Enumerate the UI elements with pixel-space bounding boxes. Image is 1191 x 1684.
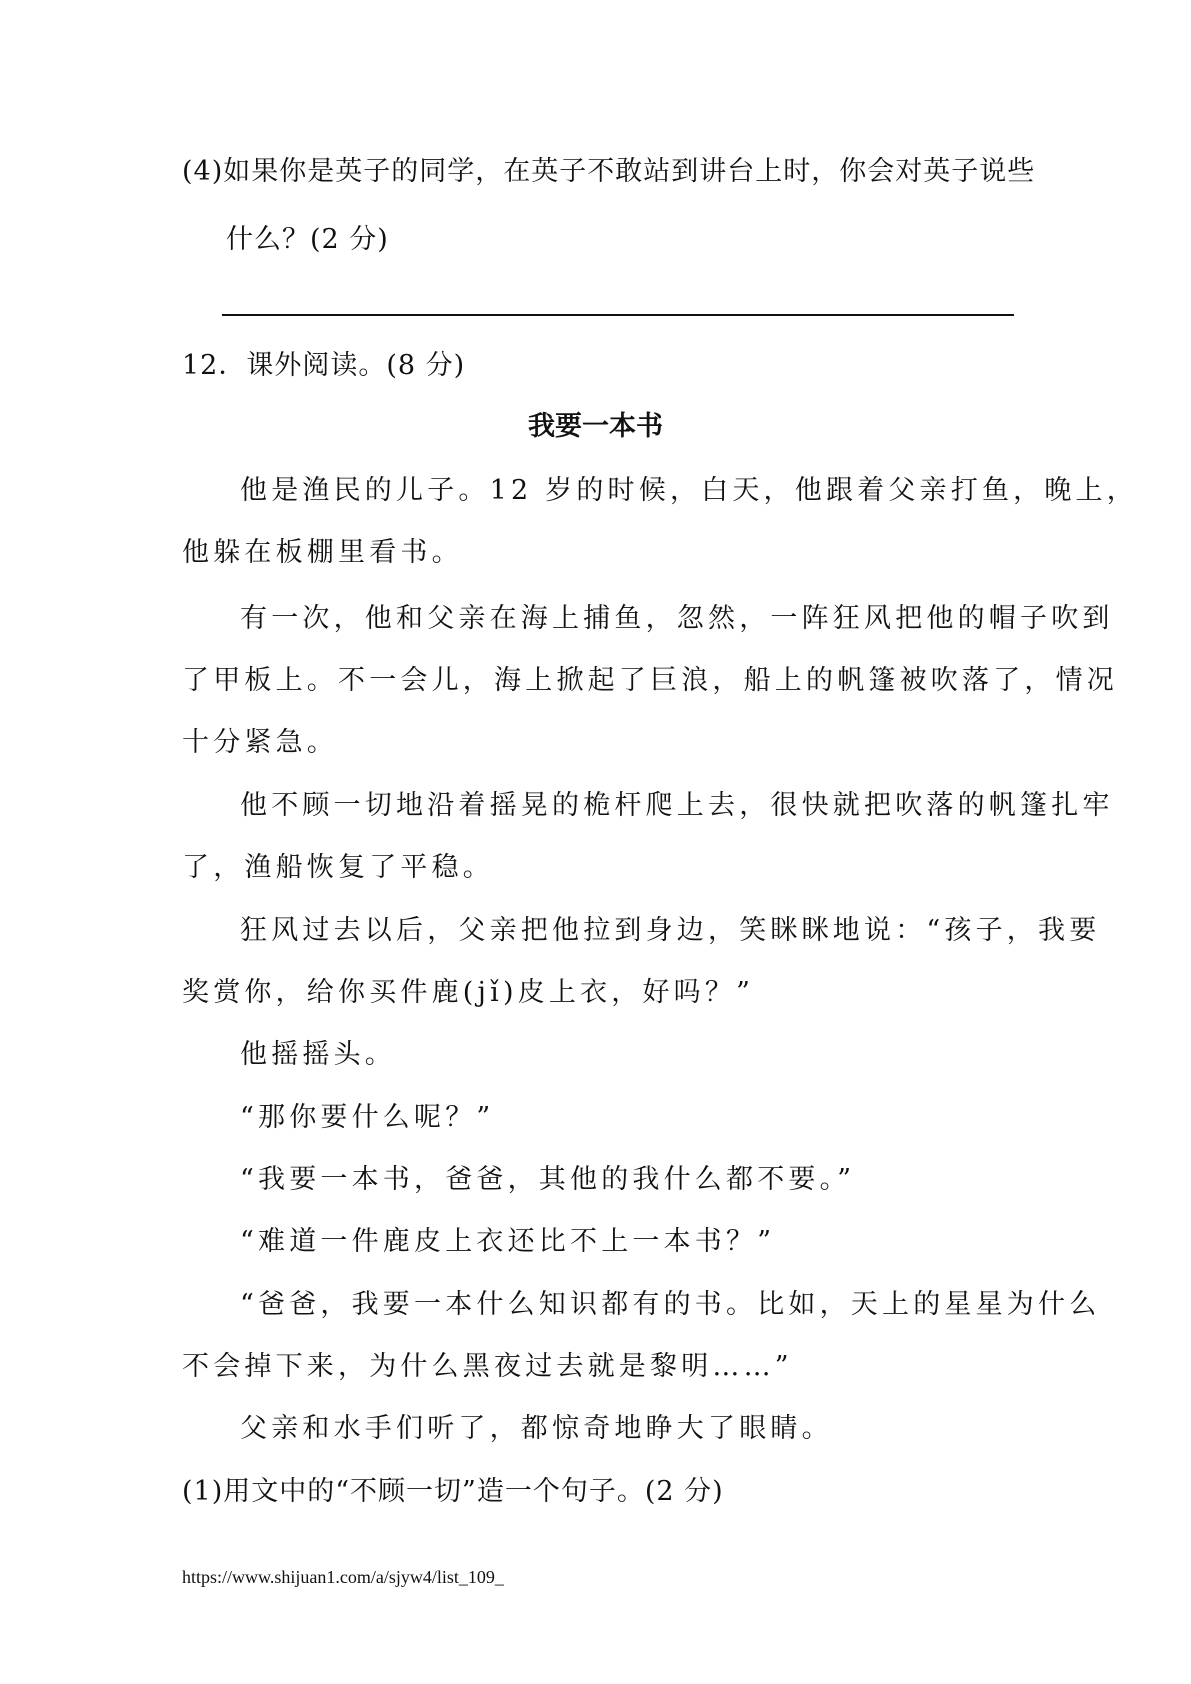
article-title: 我要一本书: [528, 411, 663, 442]
article-paragraph-line: 奖赏你，给你买件鹿(jǐ)皮上衣，好吗？”: [182, 977, 755, 1008]
article-paragraph-line: 了，渔船恢复了平稳。: [182, 852, 494, 883]
article-paragraph-line: 他摇摇头。: [240, 1039, 396, 1070]
article-paragraph-line: 不会掉下来，为什么黑夜过去就是黎明……”: [182, 1351, 793, 1382]
footer-url: https://www.shijuan1.com/a/sjyw4/list_109_: [182, 1567, 504, 1587]
question-12-heading: 12．课外阅读。(8 分): [182, 350, 466, 381]
question-4-line-1: (4)如果你是英子的同学，在英子不敢站到讲台上时，你会对英子说些: [182, 156, 1036, 187]
article-paragraph-line: “爸爸，我要一本什么知识都有的书。比如，天上的星星为什么: [240, 1289, 1101, 1320]
article-paragraph-line: 狂风过去以后，父亲把他拉到身边，笑眯眯地说：“孩子，我要: [240, 915, 1101, 946]
article-paragraph-line: 他躲在板棚里看书。: [182, 537, 463, 568]
article-paragraph-line: 父亲和水手们听了，都惊奇地睁大了眼睛。: [240, 1413, 833, 1444]
sub-question-1: (1)用文中的“不顾一切”造一个句子。(2 分): [182, 1476, 724, 1507]
article-paragraph-line: “那你要什么呢？”: [240, 1102, 495, 1133]
article-paragraph-line: 他不顾一切地沿着摇晃的桅杆爬上去，很快就把吹落的帆篷扎牢: [240, 790, 1114, 821]
answer-blank-line: [222, 314, 1014, 316]
article-paragraph-line: 了甲板上。不一会儿，海上掀起了巨浪，船上的帆篷被吹落了，情况: [182, 665, 1118, 696]
question-4-line-2: 什么？(2 分): [226, 224, 389, 255]
article-paragraph-line: 十分紧急。: [182, 727, 338, 758]
article-paragraph-line: 他是渔民的儿子。12 岁的时候，白天，他跟着父亲打鱼，晚上，: [240, 475, 1138, 506]
article-paragraph-line: “难道一件鹿皮上衣还比不上一本书？”: [240, 1226, 776, 1257]
article-paragraph-line: 有一次，他和父亲在海上捕鱼，忽然，一阵狂风把他的帽子吹到: [240, 603, 1114, 634]
article-paragraph-line: “我要一本书，爸爸，其他的我什么都不要。”: [240, 1164, 856, 1195]
